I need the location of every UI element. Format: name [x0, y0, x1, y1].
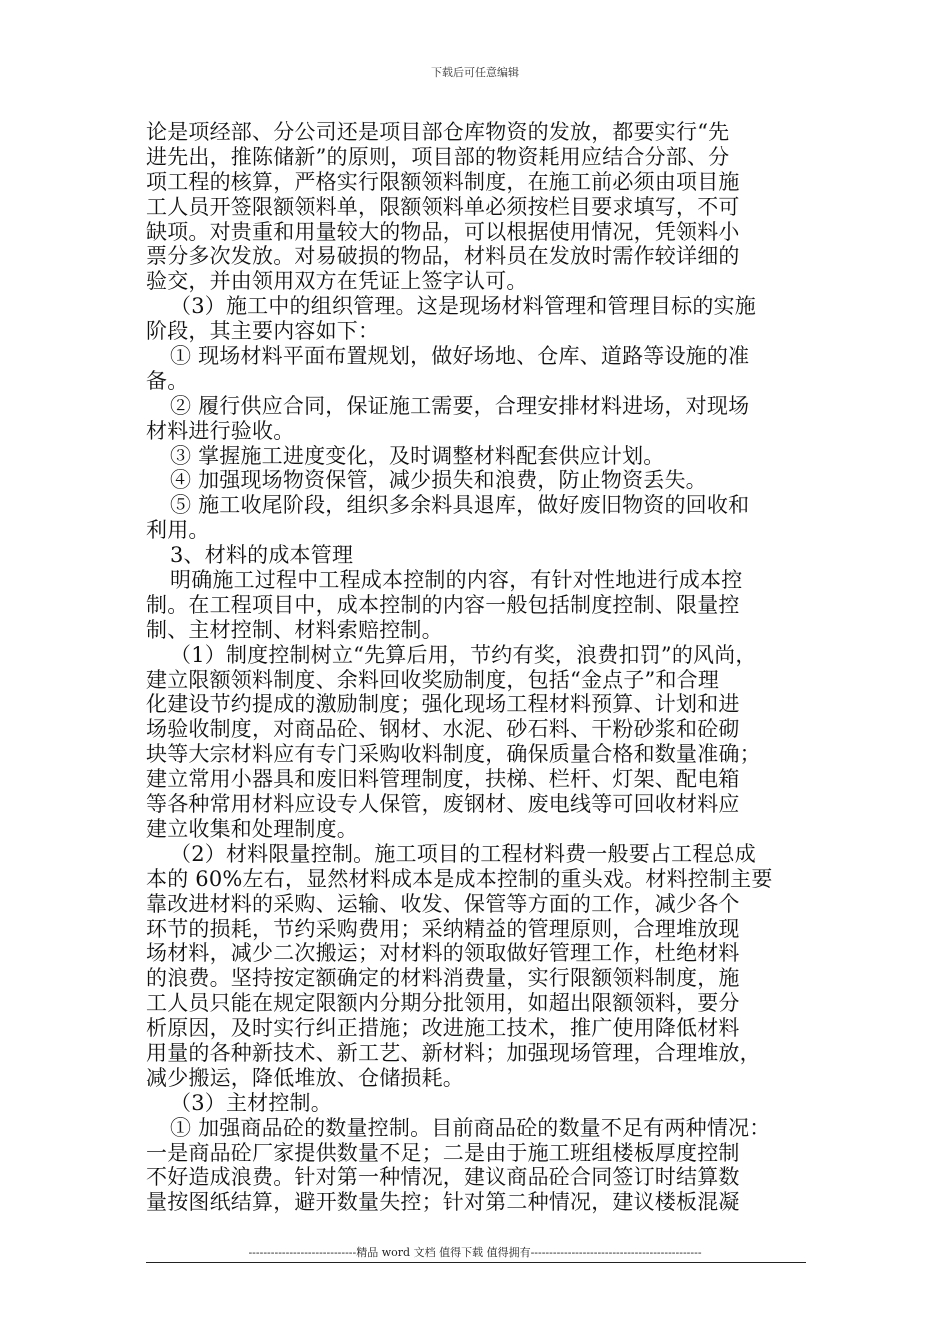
text-line: 不好造成浪费。针对第一种情况，建议商品砼合同签订时结算数 — [146, 1165, 740, 1190]
text-line: 进先出，推陈储新”的原则，项目部的物资耗用应结合分部、分 — [146, 144, 730, 169]
text-line: （2）材料限量控制。施工项目的工程材料费一般要占工程总成 — [170, 841, 756, 866]
text-line: 靠改进材料的采购、运输、收发、保管等方面的工作，减少各个 — [146, 891, 740, 916]
text-line: 块等大宗材料应有专门采购收料制度，确保质量合格和数量准确； — [146, 742, 761, 767]
text-line: 建立限额领料制度、余料回收奖励制度，包括“金点子”和合理 — [146, 667, 720, 692]
text-line: 工人员只能在规定限额内分期分批领用，如超出限额领料，要分 — [146, 991, 740, 1016]
text-line: ⑤ 施工收尾阶段，组织多余料具退库，做好废旧物资的回收和 — [170, 493, 750, 518]
text-line: 环节的损耗，节约采购费用；采纳精益的管理原则，合理堆放现 — [146, 916, 740, 941]
text-line: 一是商品砼厂家提供数量不足；二是由于施工班组楼板厚度控制 — [146, 1140, 740, 1165]
text-line: 明确施工过程中工程成本控制的内容，有针对性地进行成本控 — [170, 568, 743, 593]
text-line: 场验收制度，对商品砼、钢材、水泥、砂石料、干粉砂浆和砼砌 — [146, 717, 740, 742]
text-line: 阶段，其主要内容如下： — [146, 319, 380, 344]
text-line: 论是项经部、分公司还是项目部仓库物资的发放，都要实行“先 — [146, 120, 730, 144]
text-line: 用量的各种新技术、新工艺、新材料；加强现场管理，合理堆放， — [146, 1040, 761, 1065]
text-line: ① 加强商品砼的数量控制。目前商品砼的数量不足有两种情况： — [170, 1115, 771, 1140]
text-line: 工人员开签限额领料单，限额领料单必须按栏目要求填写，不可 — [146, 194, 740, 219]
text-line: 票分多次发放。对易破损的物品，材料员在发放时需作较详细的 — [146, 244, 740, 269]
text-line: 场材料，减少二次搬运；对材料的领取做好管理工作，杜绝材料 — [146, 941, 740, 966]
document-body — [146, 120, 806, 1215]
text-line: 制。在工程项目中，成本控制的内容一般包括制度控制、限量控 — [146, 592, 740, 617]
page-footer: -----------------------------精品 word 文档 值得下载 值得拥有---------------------------------------------- — [248, 1246, 702, 1259]
text-line: 建立常用小器具和废旧料管理制度，扶梯、栏杆、灯架、配电箱 — [146, 767, 740, 792]
text-line: 的浪费。坚持按定额确定的材料消费量，实行限额领料制度，施 — [146, 966, 740, 991]
section-heading: 3、材料的成本管理 — [170, 543, 354, 568]
text-line: 减少搬运，降低堆放、仓储损耗。 — [146, 1065, 464, 1090]
text-line: 析原因，及时实行纠正措施；改进施工技术，推广使用降低材料 — [146, 1016, 740, 1041]
text-line: 备。 — [146, 368, 189, 393]
text-line: ④ 加强现场物资保管，减少损失和浪费，防止物资丢失。 — [170, 468, 707, 493]
text-line: ③ 掌握施工进度变化，及时调整材料配套供应计划。 — [170, 443, 665, 468]
text-line: 利用。 — [146, 518, 210, 543]
text-line: 验交，并由领用双方在凭证上签字认可。 — [146, 269, 528, 294]
text-line: ① 现场材料平面布置规划，做好场地、仓库、道路等设施的准 — [170, 344, 750, 369]
text-line: （3）施工中的组织管理。这是现场材料管理和管理目标的实施 — [170, 294, 756, 319]
text-line: 缺项。对贵重和用量较大的物品，可以根据使用情况，凭领料小 — [146, 219, 740, 244]
text-line: 本的 60%左右，显然材料成本是成本控制的重头戏。材料控制主要 — [146, 866, 773, 891]
text-line: 量按图纸结算，避开数量失控；针对第二种情况，建议楼板混凝 — [146, 1190, 740, 1215]
text-line: （1）制度控制树立“先算后用，节约有奖，浪费扣罚”的风尚， — [170, 642, 757, 667]
text-line: 制、主材控制、材料索赔控制。 — [146, 617, 443, 642]
text-line: 建立收集和处理制度。 — [146, 816, 358, 841]
text-line: ② 履行供应合同，保证施工需要，合理安排材料进场，对现场 — [170, 393, 750, 418]
text-line: 项工程的核算，严格实行限额领料制度，在施工前必须由项目施 — [146, 169, 740, 194]
text-line: 材料进行验收。 — [146, 418, 295, 443]
text-line: 化建设节约提成的激励制度；强化现场工程材料预算、计划和进 — [146, 692, 740, 717]
page-header: 下载后可任意编辑 — [431, 66, 519, 79]
text-line: （3）主材控制。 — [170, 1090, 332, 1115]
text-line: 等各种常用材料应设专人保管，废钢材、废电线等可回收材料应 — [146, 792, 740, 817]
footer-divider — [146, 1262, 806, 1263]
